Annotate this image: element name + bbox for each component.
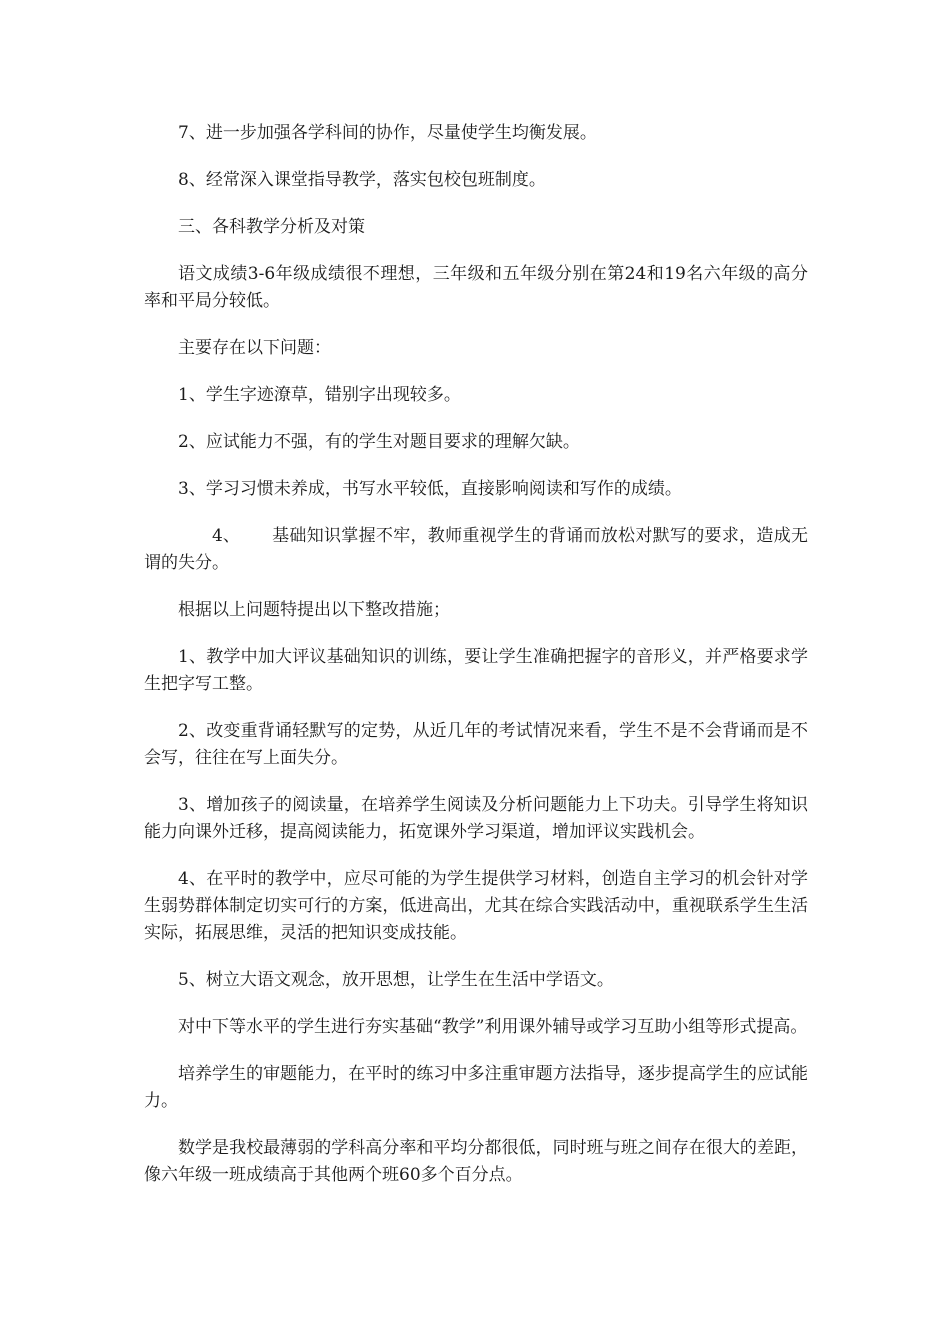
measure-item-4: 4、在平时的教学中，应尽可能的为学生提供学习材料，创造自主学习的机会针对学生弱势群体制定切实可行的方案，低进高出，尤其在综合实践活动中，重视联系学生生活实际，拓展思维，灵活的把知识变成技能。 <box>144 869 808 943</box>
paragraph-chinese-scores: 语文成绩3-6年级成绩很不理想，三年级和五年级分别在第24和19名六年级的高分率和平局分较低。 <box>144 264 808 311</box>
paragraph-item-8: 8、经常深入课堂指导教学，落实包校包班制度。 <box>178 170 546 190</box>
measure-item-2: 2、改变重背诵轻默写的定势，从近几年的考试情况来看，学生不是不会背诵而是不会写，往往在写上面失分。 <box>144 721 808 768</box>
problem-item-4-text: 基础知识掌握不牢，教师重视学生的背诵而放松对默写的要求，造成无谓的失分。 <box>144 526 808 573</box>
paragraph-middle-students: 对中下等水平的学生进行夯实基础“教学”利用课外辅导或学习互助小组等形式提高。 <box>178 1017 808 1037</box>
measure-item-1: 1、教学中加大评议基础知识的训练，要让学生准确把握字的音形义，并严格要求学生把字写工整。 <box>144 647 808 694</box>
paragraph-problems-intro: 主要存在以下问题： <box>178 338 331 358</box>
problem-item-4 <box>144 523 808 577</box>
paragraph-question-skills: 培养学生的审题能力，在平时的练习中多注重审题方法指导，逐步提高学生的应试能力。 <box>144 1064 808 1111</box>
document-page <box>144 120 808 1209</box>
paragraph-measures-intro: 根据以上问题特提出以下整改措施； <box>178 600 450 620</box>
problem-item-3: 3、学习习惯未养成，书写水平较低，直接影响阅读和写作的成绩。 <box>178 479 682 499</box>
section-heading: 三、各科教学分析及对策 <box>178 217 365 237</box>
problem-item-1: 1、学生字迹潦草，错别字出现较多。 <box>178 385 461 405</box>
problem-item-2: 2、应试能力不强，有的学生对题目要求的理解欠缺。 <box>178 432 580 452</box>
measure-item-5: 5、树立大语文观念，放开思想，让学生在生活中学语文。 <box>178 970 614 990</box>
paragraph-item-7: 7、进一步加强各学科间的协作，尽量使学生均衡发展。 <box>178 123 597 143</box>
problem-item-4-number: 4、 <box>212 526 240 546</box>
measure-item-3: 3、增加孩子的阅读量，在培养学生阅读及分析问题能力上下功夫。引导学生将知识能力向课外迁移，提高阅读能力，拓宽课外学习渠道，增加评议实践机会。 <box>144 795 808 842</box>
paragraph-math: 数学是我校最薄弱的学科高分率和平均分都很低，同时班与班之间存在很大的差距，像六年级一班成绩高于其他两个班60多个百分点。 <box>144 1138 808 1185</box>
